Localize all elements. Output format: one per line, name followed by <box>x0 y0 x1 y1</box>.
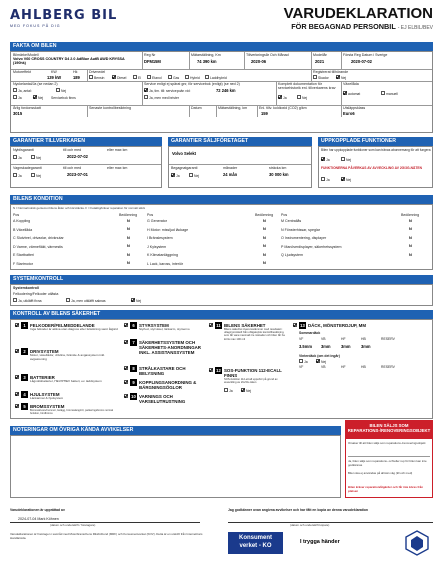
marke-value: Volvo V60 CROSS COUNTRY D4 2.0 AdBlue AutB AWD KRYSSA (190hk) <box>13 57 125 65</box>
kontroll-6-title: STYRSYSTEM <box>139 323 169 328</box>
arlig-value: 3015 <box>13 111 23 116</box>
garanti-tillverk-header: GARANTIER TILLVERKAREN <box>10 137 162 146</box>
reparation-line3: Bilen ska ej användas på allmän väg (till och med) <box>348 471 413 475</box>
vinter-label: Vinterdäck (om det ingår) <box>299 354 340 358</box>
kondition-pos-2: Pos <box>147 213 154 217</box>
sos-nej-label: Nej <box>246 388 252 393</box>
kontroll-1-checkbox[interactable] <box>15 323 19 327</box>
kondition-item-label: Q Ljudsystem <box>281 253 303 257</box>
tillv-value: 2020-06 <box>251 59 267 64</box>
service-km-value: 72 246 km <box>216 87 236 93</box>
fuel-etanol-checkbox[interactable] <box>147 75 151 79</box>
kontroll-5-title: BROMSSYSTEM <box>30 404 65 409</box>
drivmedel-label: Drivmedel <box>89 70 106 74</box>
uppkoppl-ja-checkbox[interactable] <box>321 157 325 161</box>
kontroll-6-desc: Styrled, styrväxel, länkarm, styrservo <box>139 327 190 331</box>
kondition-item-value: N <box>263 235 266 240</box>
komplett-nej: Nej <box>302 95 308 100</box>
nyckel-ja-label: Ja, antal: <box>18 88 32 93</box>
kondition-item-label: B Växellåda <box>13 227 33 232</box>
disclaimer: Varudeklarationen är framtagen i samråd med Motorbranschens Riksförbund (MRF) och Konsumentverket (KOV). Detta är en utskrift från InternetCars Handlarsida. <box>10 532 203 540</box>
vinter-ja-label: Ja <box>304 359 308 364</box>
title-code: - EJ ELBIL/BEV <box>397 25 433 31</box>
kontroll-11-title: BILENS SÄKERHET <box>224 323 266 328</box>
kondition-item-label: P Manöverdisplayer, säkerhetssystem <box>281 244 342 249</box>
fakta-box <box>10 51 433 133</box>
sign-left-label: Varudeklarationen är upprättad av <box>10 508 65 512</box>
kontroll-12-num: 12 <box>216 368 221 373</box>
service-bil-label: Ja, tim. till: servicepoän vid: <box>149 88 191 93</box>
kondition-item-value: N <box>127 252 130 257</box>
vagn-nej-checkbox[interactable] <box>31 173 35 177</box>
arlig-label: Årlig fordonsskatt <box>13 106 41 110</box>
nybil-nej: Nej <box>36 155 42 160</box>
kontroll-9-title: KOPPLINGSANORDNING & BÄRGNINGSÖGLOR <box>139 380 197 390</box>
vdack-col-vf: VF <box>299 365 304 369</box>
kondition-item-label: O Instrumentering, displayer <box>281 236 327 240</box>
nybil-ja: Ja <box>18 155 22 160</box>
garanti-tillverk-box <box>10 146 162 188</box>
kondition-bed-3: Bedömning <box>401 213 420 217</box>
kontroll-header: KONTROLL AV BILENS SÄKERHET <box>10 310 433 319</box>
vaxel-manuell-checkbox[interactable] <box>381 91 385 95</box>
reparation-title: BILEN SÄLJS SOM REPARATIONS-/RENOVERINGSOBJEKT <box>346 421 432 439</box>
manader-label: månader <box>223 166 238 170</box>
servicebok-nej: Nej <box>38 95 44 100</box>
vagn-nej: Nej <box>36 173 42 178</box>
felkod-nej-label: Nej <box>136 298 142 303</box>
kontroll-11-desc: Bilens säkerhet överensstämmer med resultatet i utlagd protokoll från obligatorisk kontrollbesiktning, som får vara maximalt tre månader och bilen får ha körts max 100 mil <box>224 328 285 341</box>
kontroll-9-checkbox[interactable] <box>124 380 128 384</box>
reparation-line2: Ja, bilen säljs som reparations- och/eller rep för bilen kan inte godkännas <box>348 459 427 467</box>
service-brister-label: Ja, men med brister <box>149 95 179 100</box>
kontroll-2-num: 2 <box>21 348 28 355</box>
fuel-gas-label: Gas <box>173 75 180 80</box>
kontroll-12-desc: SOS-funktion 112-eCall uppehör på grund av avveckling av 2G/3G-näten <box>224 378 278 385</box>
kondition-item-value: N <box>409 227 412 231</box>
felkod-fixat-checkbox[interactable] <box>13 298 17 302</box>
stracka-label: sträcka km <box>269 166 287 170</box>
servicebok-nej-checkbox[interactable] <box>33 95 37 99</box>
reparation-footer: Bilen kräver reparation/åtgärder och får inte köras från platsen <box>348 485 424 493</box>
kontroll-13-title: DÄCK, MÖNSTERDJUP, MM <box>308 323 366 328</box>
noteringar-header: NOTERINGAR OM ÖVRIGA KÄNDA AVVIKELSER <box>10 426 341 435</box>
vdack-col-reserv: RESERV <box>381 365 395 369</box>
kondition-item-value: N <box>263 252 266 257</box>
skador-label: Skador <box>318 75 329 80</box>
kondition-item-label: J Kylsystem <box>147 244 167 249</box>
model-label: Modellår <box>313 53 327 57</box>
brand-tagline: MED FOKUS PÅ DIG <box>10 24 61 28</box>
kontroll-5-desc: Bromsskivors/trummor, belägg, bromsslang/rör, parkeringsbroms normal funktion, bindbroms <box>30 409 114 415</box>
komplett-nej-checkbox[interactable] <box>297 95 301 99</box>
euro-label: Utsläppsklass <box>343 106 366 110</box>
kondition-item-label: A Koppling <box>13 219 31 223</box>
kondition-item-value: N <box>263 218 266 223</box>
felkod-saknas-checkbox[interactable] <box>66 298 70 302</box>
kondition-legend: N = Normalt skick gentemot bilens ålder och körsträcka. F = Felaktig/kräver reparation för normalt skick <box>13 206 146 210</box>
reg-label: Reg Nr <box>144 53 156 57</box>
vinter-nej-label: Nej <box>321 359 327 364</box>
kondition-item-label: E Startbatteri <box>13 253 34 257</box>
vinter-nej-checkbox[interactable] <box>316 359 320 363</box>
nybil-label: Nybilsgaranti <box>13 148 34 152</box>
kondition-item-label: M Centrallås <box>281 219 302 223</box>
nyckel-nej-checkbox[interactable] <box>56 88 60 92</box>
kondition-item-value: N <box>409 252 412 257</box>
kondition-box <box>10 204 433 270</box>
kondition-item-label: F Startmotor <box>13 261 33 266</box>
dack-col-reserv: RESERV <box>381 337 395 341</box>
co2-label: Enl. tillv. koldioxid (CO2) g/km <box>259 106 307 110</box>
matar2-label: Mätarställning, km <box>218 106 248 110</box>
begagnat-label: Begagnatgaranti <box>171 166 198 170</box>
fuel-gas-checkbox[interactable] <box>168 75 172 79</box>
forsta-value: 2020-07-02 <box>351 59 372 64</box>
vaxellada-label: Växellåda <box>343 82 359 86</box>
kontroll-4-checkbox[interactable] <box>15 392 19 396</box>
datum-label: Datum <box>191 106 202 110</box>
skador-checkbox[interactable] <box>313 75 317 79</box>
systemkontroll-sub: Systemkontroll <box>13 286 39 290</box>
reparation-line1: Orsaker till att bilen säljs som reparations-/renoveringsobjekt <box>348 441 426 445</box>
service-bil-checkbox[interactable] <box>144 88 148 92</box>
kontroll-2-desc: Motor, växellådor, drivlina, bränsle & avgassystem inkl. avgasrening <box>30 353 105 361</box>
sign-left-value: 2024-07-04 Mark Köhnen <box>18 517 59 521</box>
uppkoppl-q1: Bilen har uppkopplade funktioner som kan tränas abonnemang för att fungera <box>321 148 431 152</box>
vdack-col-hb: HB <box>361 365 366 369</box>
dack-col-hf: HF <box>341 337 346 341</box>
document-title <box>284 6 433 31</box>
kontroll-11-checkbox[interactable] <box>209 323 213 327</box>
vagn-eller-label: eller max km <box>107 166 128 170</box>
fuel-laddhybrid-checkbox[interactable] <box>205 75 209 79</box>
kontroll-9-num: 9 <box>130 379 137 386</box>
servicebok-ja-checkbox[interactable] <box>13 95 17 99</box>
nybil-ja-checkbox[interactable] <box>13 155 17 159</box>
stracka-value: 30 000 km <box>269 172 289 177</box>
skador-nej-checkbox[interactable] <box>336 75 340 79</box>
kondition-item-value: N <box>409 218 412 223</box>
fuel-laddhybrid-label: Laddhybrid <box>210 75 227 80</box>
kontroll-10-num: 10 <box>131 394 136 399</box>
marke-label: Bilmärke/Modell <box>13 53 39 57</box>
begagnat-nej: Nej <box>194 173 200 178</box>
kondition-bed-1: Bedömning <box>119 213 138 217</box>
nyckel-label: Nyckelantal/Ja (se nedan 2) <box>13 82 58 86</box>
title-main: VARUDEKLARATION <box>283 5 433 22</box>
kontroll-7-num: 7 <box>130 339 137 346</box>
vinter-ja-checkbox[interactable] <box>299 359 303 363</box>
kontroll-box <box>10 319 433 419</box>
uppkoppl2-ja-label: Ja <box>326 177 330 182</box>
kontroll-1-title: FELKODER/FELMEDDELANDE <box>30 323 95 328</box>
kontroll-4-title: HJULSYSTEM <box>30 392 60 397</box>
kontroll-11-num: 11 <box>216 323 221 328</box>
service-ej-label: Service enligt ej spärat gnr, för servicebok (enligt) (se ned 2) <box>144 82 240 86</box>
model-value: 2021 <box>315 59 325 64</box>
co2-value: 159 <box>261 111 268 116</box>
kontroll-10-title: VARNINGS OCH VARSELUTRUSTNING <box>139 394 186 404</box>
euro-value: Euro6 <box>343 111 355 116</box>
fuel-el-checkbox[interactable] <box>133 75 137 79</box>
sos-ja-checkbox[interactable] <box>224 388 228 392</box>
kondition-bed-2: Bedömning <box>255 213 274 217</box>
uppkoppl-header: UPPKOPPLADE FUNKTIONER <box>318 137 433 146</box>
uppkoppl2-ja-checkbox[interactable] <box>321 177 325 181</box>
fuel-diesel-label: Diesel <box>117 75 127 80</box>
kondition-item-value: N <box>263 261 266 265</box>
kontroll-7-checkbox[interactable] <box>124 340 128 344</box>
salj-namn: Volvo Selekt <box>172 151 197 156</box>
fuel-diesel-checkbox[interactable] <box>112 75 116 79</box>
kondition-item-value: N <box>409 235 412 240</box>
kontroll-8-title: STRÅLKASTARE OCH BELYSNING <box>139 366 186 376</box>
trygga-text: I trygga händer <box>300 539 340 545</box>
felkod-saknas-label: Ja, men utkläfft saknas <box>71 298 106 303</box>
kontroll-5-checkbox[interactable] <box>15 404 19 408</box>
fuel-hybrid-label: Hybrid <box>190 75 200 80</box>
kondition-item-label: L Lack, kaross, interiör <box>147 261 184 266</box>
kondition-item-value: N <box>127 227 130 231</box>
komplett-ja: Ja <box>283 95 287 100</box>
uppkoppl2-nej-checkbox[interactable] <box>341 177 345 181</box>
sign-right-sub: (datum och underskrift köpare) <box>290 523 330 527</box>
vdack-col-vb: VB <box>321 365 326 369</box>
sign-left-sub: (datum och underskrift / företagare) <box>50 523 96 527</box>
kontroll-2-checkbox[interactable] <box>15 349 19 353</box>
kontroll-13-num: 13 <box>300 323 305 328</box>
kondition-item-value: N <box>127 261 130 265</box>
reparation-box <box>345 420 433 498</box>
kontroll-5-num: 5 <box>21 403 28 410</box>
vagn-label: Vagnskadegaranti <box>13 166 42 170</box>
nybil-eller-label: eller max km <box>107 148 128 152</box>
kw-label: KW <box>51 70 57 74</box>
kontroll-1-num: 1 <box>21 322 28 329</box>
vaxel-manuell-label: manuell <box>386 91 398 96</box>
matar-label: Mätarställning, Km <box>191 53 221 57</box>
kondition-item-label: K Klimatanläggning <box>147 253 178 257</box>
sommar-label: Sommardäck <box>299 331 321 335</box>
sos-ja-label: Ja <box>229 388 233 393</box>
nybil-datum: 2022-07-02 <box>67 154 88 159</box>
kontroll-13-checkbox[interactable] <box>293 323 297 327</box>
noteringar-box <box>10 435 341 498</box>
mrf-emblem-icon <box>404 530 430 556</box>
konsumentverket-logo: Konsument verket - KO <box>228 532 283 554</box>
komplett-label: Komplett dokumentation för servicehistorik enl. tillverkarens krav <box>278 82 336 90</box>
kondition-item-label: H Motor: missljud läckage <box>147 227 189 232</box>
kontroll-2-title: DRIVSYSTEM <box>30 349 59 354</box>
service-brister-checkbox[interactable] <box>144 95 148 99</box>
kw-value: 139 kW <box>47 75 62 80</box>
fakta-header: FAKTA OM BILEN <box>10 42 433 51</box>
brand-name: AHLBERG BIL <box>10 8 118 23</box>
kondition-item-value: N <box>127 218 130 223</box>
systemkontroll-header: SYSTEMKONTROLL <box>10 275 433 284</box>
kontroll-3-desc: Lågvoltsbatterier, HEV/PHEV batteri, ev. laddsystem <box>30 379 102 383</box>
fuel-el-label: El <box>138 75 142 80</box>
nyckel-nej-label: Nej <box>61 88 67 93</box>
kondition-item-label: C Slutvbrel, drivaxlar, drivknutar <box>13 236 64 240</box>
kondition-item-value: N <box>263 244 266 248</box>
uppkoppl-nej-label: Nej <box>346 157 352 162</box>
reg-value: DFM15M <box>144 59 161 64</box>
kondition-item-label: I Bränslesystem <box>147 236 173 240</box>
systemkontroll-box <box>10 284 433 306</box>
reg-tillhorande-label: Registrerat tillhörande <box>313 70 349 74</box>
kontroll-12-title: SOS-FUNKTION 112-ECALL FINNS <box>224 368 282 378</box>
begagnat-nej-checkbox[interactable] <box>189 173 193 177</box>
begagnat-ja: Ja <box>176 173 180 178</box>
kontroll-8-checkbox[interactable] <box>124 366 128 370</box>
sign-right-label: Jag godkänner ovan angivna avvikelser och har fått en kopia av denna varudeklaration <box>228 508 369 512</box>
begagnat-ja-checkbox[interactable] <box>171 173 175 177</box>
servicebok-ja: Ja <box>18 95 22 100</box>
uppkoppl2-nej-label: Nej <box>346 177 352 182</box>
kontroll-3-checkbox[interactable] <box>15 375 19 379</box>
vagn-datum: 2023-07-01 <box>67 172 88 177</box>
garanti-salj-header: GARANTIER SÄLJFÖRETAGET <box>168 137 312 146</box>
title-sub: FÖR BEGAGNAD PERSONBIL - EJ ELBIL/BEV <box>291 22 433 31</box>
kondition-item-value: N <box>409 244 412 248</box>
uppkoppl-ja-label: Ja <box>326 157 330 162</box>
kontroll-7-title: SÄKERHETSSYSTEM OCH SÄKERHETS-ANORDNINGAR INKL. ASSISTANSSYSTEM <box>139 340 201 355</box>
kontroll-1-desc: Inga felkoder är aktiva utan diagnos eller felsökning samt åtgärd <box>30 327 118 331</box>
vdack-col-hf: HF <box>341 365 346 369</box>
felkod-fixat-label: Ja, utkläfft fixna <box>18 298 42 303</box>
kontroll-label: Senaste kontrollbesiktning <box>89 106 131 110</box>
kontroll-3-num: 3 <box>21 374 28 381</box>
vagn-till-label: till och med <box>63 166 82 170</box>
dack-col-hb: HB <box>361 337 366 341</box>
kondition-item-label: G Generator <box>147 219 167 223</box>
kondition-item-value: N <box>127 244 130 248</box>
sommar-hf: 3mm <box>341 344 351 349</box>
dack-col-vb: VB <box>321 337 326 341</box>
servicebok-label: Servicebok finns <box>51 95 76 100</box>
uppkoppl-nej-checkbox[interactable] <box>341 157 345 161</box>
matar-value: 74 390 km <box>197 59 217 64</box>
vagn-ja: Ja <box>18 173 22 178</box>
nyckel-ja-checkbox[interactable] <box>13 88 17 92</box>
fuel-bensin-checkbox[interactable] <box>89 75 93 79</box>
kontroll-6-num: 6 <box>130 322 137 329</box>
kondition-item-label: D Varme, värmefläkt, värmestis <box>13 244 63 249</box>
vagn-ja-checkbox[interactable] <box>13 173 17 177</box>
nybil-till-label: till och med <box>63 148 82 152</box>
kontroll-6-checkbox[interactable] <box>124 323 128 327</box>
felkoder-label: Felkodering/Felkoder utlästa <box>13 292 59 296</box>
fuel-bensin-label: Bensin <box>94 75 105 80</box>
kontroll-4-desc: Länkarmar & hjulsystem <box>30 396 64 400</box>
sommar-vb: 3mm <box>321 344 331 349</box>
uppkoppl-box <box>318 146 433 188</box>
document-header <box>10 6 433 40</box>
dack-col-vf: VF <box>299 337 304 341</box>
motoreffekt-label: Motoreffekt <box>13 70 31 74</box>
kontroll-10-checkbox[interactable] <box>124 394 128 398</box>
kondition-item-value: N <box>127 235 130 240</box>
kontroll-8-num: 8 <box>130 365 137 372</box>
kondition-header: BILENS KONDITION <box>10 195 433 204</box>
kontroll-12-checkbox[interactable] <box>209 368 213 372</box>
skador-nej-label: Nej <box>341 75 347 80</box>
fuel-etanol-label: Etanol <box>152 75 162 80</box>
sommar-vf: 3.5mm <box>299 344 312 349</box>
kondition-item-label: N Fönsterhissar, speglar <box>281 227 320 232</box>
vaxel-automat-label: automat <box>348 91 361 96</box>
brand-logo <box>10 8 117 28</box>
hk-value: 189 <box>73 75 80 80</box>
sommar-hb: 3mm <box>361 344 371 349</box>
nybil-nej-checkbox[interactable] <box>31 155 35 159</box>
kontroll-4-num: 4 <box>21 391 28 398</box>
fuel-hybrid-checkbox[interactable] <box>185 75 189 79</box>
tillv-label: Tillverkningsår Och Månad <box>246 53 289 57</box>
kondition-item-value: N <box>263 227 266 231</box>
hk-label: Hk <box>73 70 78 74</box>
manader-value: 24 mån <box>223 172 238 177</box>
sos-nej-checkbox[interactable] <box>241 388 245 392</box>
forsta-label: Första Reg Datum i Sverige <box>343 53 388 57</box>
felkod-nej-checkbox[interactable] <box>131 298 135 302</box>
komplett-ja-checkbox[interactable] <box>278 95 282 99</box>
vaxel-automat-checkbox[interactable] <box>343 91 347 95</box>
garanti-salj-box <box>168 146 312 188</box>
kondition-pos-1: Pos <box>13 213 20 217</box>
kondition-pos-3: Pos <box>281 213 288 217</box>
kontroll-3-title: BATTERIER <box>30 375 55 380</box>
uppkoppl-q2: FUNKTIONERNA PÅVERKAS AV AVVECKLING AV 2G/3G-NÄTEN <box>321 166 422 170</box>
